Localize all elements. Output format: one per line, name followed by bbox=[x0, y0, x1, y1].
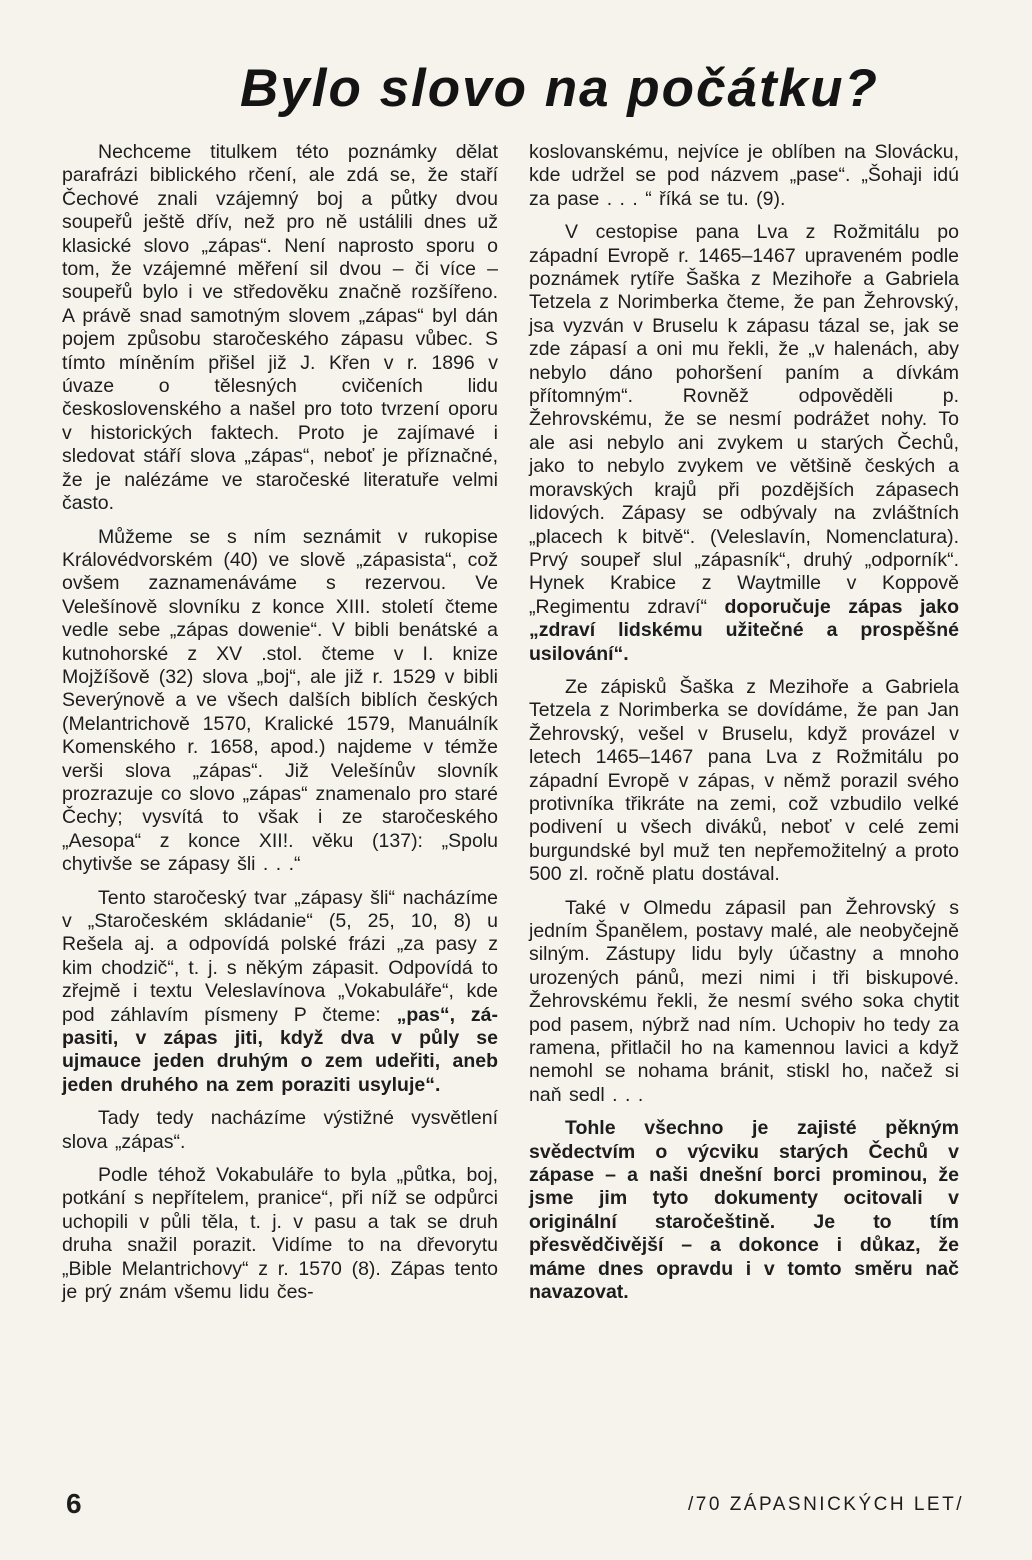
publication-name: /70 ZÁPASNICKÝCH LET/ bbox=[688, 1494, 964, 1515]
closing-statement: Tohle všechno je zajisté pěkným svědectvím o výcviku starých Čechů v zápase – a naši dnešní borci prominou, že jsme jim tyto dokumenty ocitovali v originální staročeštině. Je to tím přesvědčivější – a dokonce i důkaz, že máme dnes opravdu i v tomto směru nač navazovat. bbox=[529, 1117, 959, 1304]
paragraph: Nechceme titulkem této poznámky dělat parafrázi biblického rčení, ale zdá se, že staří Čechové znali vzájemný boj a půtky dvou soupeřů ještě dřív, než pro ně ustálili dnes už klasické slovo „zápas“. Není naprosto sporu o tom, že vzájemné měření sil dvou – či více – soupeřů bylo i ve středověku značně rozšířeno. A právě snad samotným slovem „zápas“ byl dán pojem způsobu staročeského zápasu vůbec. S tímto míněním přišel již J. Křen v r. 1896 v úvaze o tělesných cvičeních lidu československého a našel pro toto tvrzení oporu v historických faktech. Proto je zajímavé i sledovat stáří slova „zápas“, neboť je příznačné, že je nalézáme ve staročeské literatuře velmi často. bbox=[62, 141, 498, 515]
article-title: Bylo slovo na počátku? bbox=[240, 59, 879, 118]
paragraph: Tady tedy nacházíme výstižné vysvětlení slova „zápas“. bbox=[62, 1107, 498, 1153]
paragraph: Můžeme se s ním seznámit v rukopise Královédvorském (40) ve slově „zápasista“, což ovšem zaznamenáváme s rezervou. Ve Velešínově slovníku z konce XIII. století čteme vedle sebe „zápas dowenie“. V bibli benátské a kutnohorské z XV .stol. čteme v I. knize Mojžíšově (32) slova „boj“, ale již r. 1529 v bibli Severýnově a ve všech dalších biblích českých (Melantrichově 1570, Kralické 1579, Manuálník Komenského r. 1658, apod.) najdeme v témže verši slova „zápas“. Již Velešínův slovník prozrazuje co slovo „zápas“ znamenalo pro staré Čechy; vysvítá to však i ze staročeského „Aesopa“ z konce XII!. věku (137): „Spolu chytivše se zápasy šli . . .“ bbox=[62, 525, 498, 876]
paragraph bbox=[529, 1117, 959, 1304]
paragraph-text: V cestopise pana Lva z Rožmitálu po západní Evropě r. 1465–1467 upraveném podle poznámek rytíře Šaška z Mezihoře a Gabriela Tetzela z Norimberka čteme, že pan Žehrovský, jsa vyzván v Bruselu k zápasu tázal se, jak se zde zápasí a oni mu řekli, že „v halenách, aby nebylo dáno pohoršení paním a dívkám přítomným“. Rovněž odpověděli p. Žehrovskému, že se nesmí podrážet nohy. To ale asi nebylo ani zvykem u starých Čechů, jako to nebylo zvykem ve většině českých a moravských krajů při pozdějších zápasech lidových. Zápasy se odbývaly na zvláštních „placech k bitvě“. (Veleslavín, Nomenclatura). Prvý soupeř slul „zápasník“, druhý „odporník“. Hynek Krabice z Waytmille v Koppově „Regimentu zdraví“ bbox=[529, 221, 959, 618]
paragraph: koslovanskému, nejvíce je oblíben na Slovácku, kde udržel se pod názvem „pase“. „Šohaji idú za pase . . . “ říká se tu. (9). bbox=[529, 141, 959, 210]
paragraph: Ze zápisků Šaška z Mezihoře a Gabriela Tetzela z Norimberka se dovídáme, že pan Jan Žehrovský, vešel v Bruselu, když provázel v letech 1465–1467 pana Lva z Rožmitálu po západní Evropě v zápas, v němž porazil svého protivníka třikráte na zemi, což vzbudilo velké podivení u všech diváků, neboť v celé zemi burgundské byl muž ten nepřemožitelný a proto 500 zl. ročně platu dostával. bbox=[529, 675, 959, 886]
paragraph bbox=[62, 887, 498, 1098]
page-number: 6 bbox=[66, 1488, 82, 1519]
right-column bbox=[529, 141, 959, 1315]
emphasized-quote: doporučuje zápas jako „zdraví lidskému užitečné a prospěšné usilování“. bbox=[529, 595, 959, 665]
paragraph: Podle téhož Vokabuláře to byla „půtka, boj, potkání s nepřítelem, pranice“, při níž se odpůrci uchopili v půli těla, t. j. v pasu a tak se druh druha snažil porazit. Vidíme to na dřevorytu „Bible Melantrichovy“ z r. 1570 (8). Zápas tento je prý znám všemu lidu čes- bbox=[62, 1164, 498, 1304]
paragraph-text: Tento staročeský tvar „zápasy šli“ nacházíme v „Staročeském skládanie“ (5, 25, 10, 8) u Rešela aj. a odpovídá polské frázi „za pasy z kim chodzič“, t. j. s někým zápasit. Odpovídá to zřejmě i textu Veleslavínova „Vokabuláře“, kde pod záhlavím písmeny P čteme: bbox=[62, 886, 498, 1026]
left-column bbox=[62, 141, 498, 1315]
paragraph: Také v Olmedu zápasil pan Žehrovský s jedním Španělem, postavy malé, ale neobyčejně silným. Zástupy lidu byly účastny a mnoho urozených pánů, mezi nimi i tři biskupové. Žehrovskému řekli, že nesmí svého soka chytit pod pasem, nýbrž nad ním. Uchopiv ho tedy za ramena, přitlačil ho na kamennou lavici a když nemohl se nohama bránit, stiskl ho, načež si naň sedl . . . bbox=[529, 896, 959, 1106]
emphasized-quote: „pas“, zá- pasiti, v zápas jiti, když dva v půly se ujmauce jeden druhým o zem udeřiti, aneb jeden druhého na zem poraziti usyluje“. bbox=[62, 1003, 498, 1096]
paragraph bbox=[529, 221, 959, 666]
